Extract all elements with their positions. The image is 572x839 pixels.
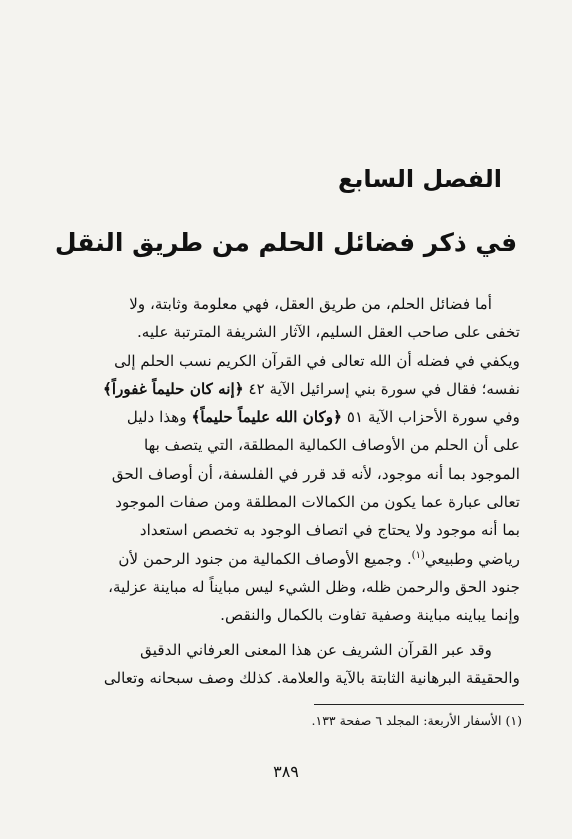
quran-verse: ﴿وكان الله عليماً حليماً﴾ [191, 408, 342, 427]
text-segment: . وجميع الأوصاف الكمالية من جنود الرحمن لأن [118, 549, 412, 568]
text-segment: نفسه؛ فقال في سورة بني إسرائيل الآية ٤٢ [243, 379, 520, 398]
chapter-label: الفصل السابع [337, 165, 502, 193]
page-number: ٣٨٩ [273, 762, 299, 781]
text-line: تعالى عبارة عما يكون من الكمالات المطلقة ومن صفات الموجود [115, 493, 520, 512]
text-line: بما أنه موجود ولا يحتاج في اتصاف الوجود به تخصص استعداد [139, 521, 520, 540]
footnote-divider [314, 704, 524, 705]
text-line: أما فضائل الحلم، من طريق العقل، فهي معلومة وثابتة، ولا [129, 295, 492, 313]
text-line: ويكفي في فضله أن الله تعالى في القرآن الكريم نسب الحلم إلى [114, 351, 520, 370]
text-line: وقد عبر القرآن الشريف عن هذا المعنى العرفاني الدقيق [140, 640, 492, 659]
footnote-marker[interactable]: (١) [411, 549, 425, 561]
text-line: وإنما يباينه مباينة وصفية تفاوت بالكمال والنقص. [220, 606, 520, 625]
text-line: الموجود بما أنه موجود، لأنه قد قرر في الفلسفة، أن أوصاف الحق [111, 464, 520, 483]
text-segment: وهذا دليل [126, 408, 192, 427]
text-line [47, 545, 520, 573]
text-segment: رياضي وطبيعي [424, 549, 520, 568]
footnote: (١) الأسفار الأربعة: المجلد ٦ صفحة ١٣٣. [311, 713, 522, 728]
text-line: جنود الحق والرحمن ظله، وظل الشيء ليس مبايناً له مباينة عزلية، [108, 577, 520, 596]
text-segment: وفي سورة الأحزاب الآية ٥١ [342, 408, 520, 427]
text-line: والحقيقة البرهانية الثابتة بالآية والعلامة. كذلك وصف سبحانه وتعالى [103, 668, 520, 687]
text-line: على أن الحلم من الأوصاف الكمالية المطلقة، التي يتصف بها [143, 436, 520, 455]
text-line [47, 403, 520, 431]
text-line: تخفى على صاحب العقل السليم، الآثار الشريفة المترتبة عليه. [136, 323, 520, 342]
body-text [47, 290, 520, 692]
quran-verse: ﴿إنه كان حليماً غفوراً﴾ [102, 379, 244, 398]
text-line [47, 375, 520, 403]
chapter-title: في ذكر فضائل الحلم من طريق النقل [54, 228, 518, 257]
